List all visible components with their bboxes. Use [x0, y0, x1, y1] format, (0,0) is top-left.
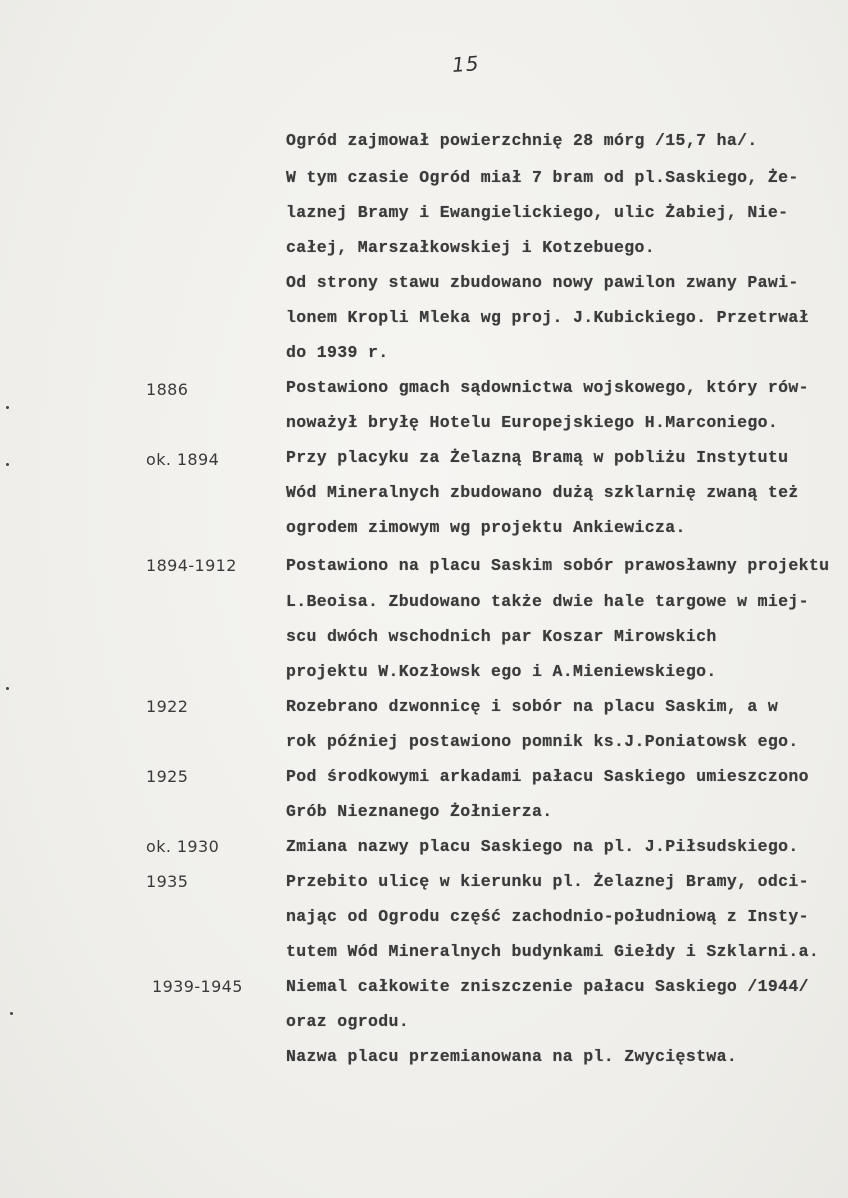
date-label: 1886: [146, 380, 189, 399]
date-label: ok. 1894: [146, 450, 220, 469]
text-line: W tym czasie Ogród miał 7 bram od pl.Saskiego, Że-: [286, 168, 799, 187]
date-label: 1925: [146, 767, 189, 786]
date-label: ok. 1930: [146, 837, 220, 856]
text-line: tutem Wód Mineralnych budynkami Giełdy i Szklarni.a.: [286, 942, 820, 961]
text-line: Ogród zajmował powierzchnię 28 mórg /15,7 ha/.: [286, 131, 758, 150]
date-label: 1939-1945: [152, 977, 243, 996]
text-line: L.Beoisa. Zbudowano także dwie hale targowe w miej-: [286, 592, 809, 611]
text-line: nając od Ogrodu część zachodnio-południową z Insty-: [286, 907, 809, 926]
text-line: oraz ogrodu.: [286, 1012, 410, 1031]
date-label: 1935: [146, 872, 189, 891]
text-line: ogrodem zimowym wg projektu Ankiewicza.: [286, 518, 686, 537]
text-line: scu dwóch wschodnich par Koszar Mirowskich: [286, 627, 717, 646]
paper-speck: [6, 406, 9, 409]
text-line: Grób Nieznanego Żołnierza.: [286, 802, 553, 821]
text-line: Od strony stawu zbudowano nowy pawilon zwany Pawi-: [286, 273, 799, 292]
paper-speck: [6, 687, 9, 690]
text-line: do 1939 r.: [286, 343, 389, 362]
text-line: Postawiono na placu Saskim sobór prawosławny projektu: [286, 556, 830, 575]
text-line: laznej Bramy i Ewangielickiego, ulic Żabiej, Nie-: [286, 203, 789, 222]
text-line: noważył bryłę Hotelu Europejskiego H.Marconiego.: [286, 413, 779, 432]
text-line: Przebito ulicę w kierunku pl. Żelaznej Bramy, odci-: [286, 872, 809, 891]
paper-speck: [10, 1012, 13, 1015]
text-line: Niemal całkowite zniszczenie pałacu Saskiego /1944/: [286, 977, 809, 996]
text-line: Wód Mineralnych zbudowano dużą szklarnię zwaną też: [286, 483, 799, 502]
paper-speck: [6, 463, 9, 466]
text-line: projektu W.Kozłowsk ego i A.Mieniewskiego.: [286, 662, 717, 681]
text-line: Zmiana nazwy placu Saskiego na pl. J.Piłsudskiego.: [286, 837, 799, 856]
text-line: Pod środkowymi arkadami pałacu Saskiego umieszczono: [286, 767, 809, 786]
text-line: Rozebrano dzwonnicę i sobór na placu Saskim, a w: [286, 697, 779, 716]
text-line: Przy placyku za Żelazną Bramą w pobliżu Instytutu: [286, 448, 789, 467]
date-label: 1922: [146, 697, 189, 716]
text-line: Nazwa placu przemianowana na pl. Zwycięstwa.: [286, 1047, 738, 1066]
text-line: rok później postawiono pomnik ks.J.Poniatowsk ego.: [286, 732, 799, 751]
text-line: Postawiono gmach sądownictwa wojskowego, który rów-: [286, 378, 809, 397]
page-number: 15: [451, 51, 481, 77]
text-line: całej, Marszałkowskiej i Kotzebuego.: [286, 238, 656, 257]
text-line: lonem Kropli Mleka wg proj. J.Kubickiego. Przetrwał: [286, 308, 809, 327]
date-label: 1894-1912: [146, 556, 237, 575]
